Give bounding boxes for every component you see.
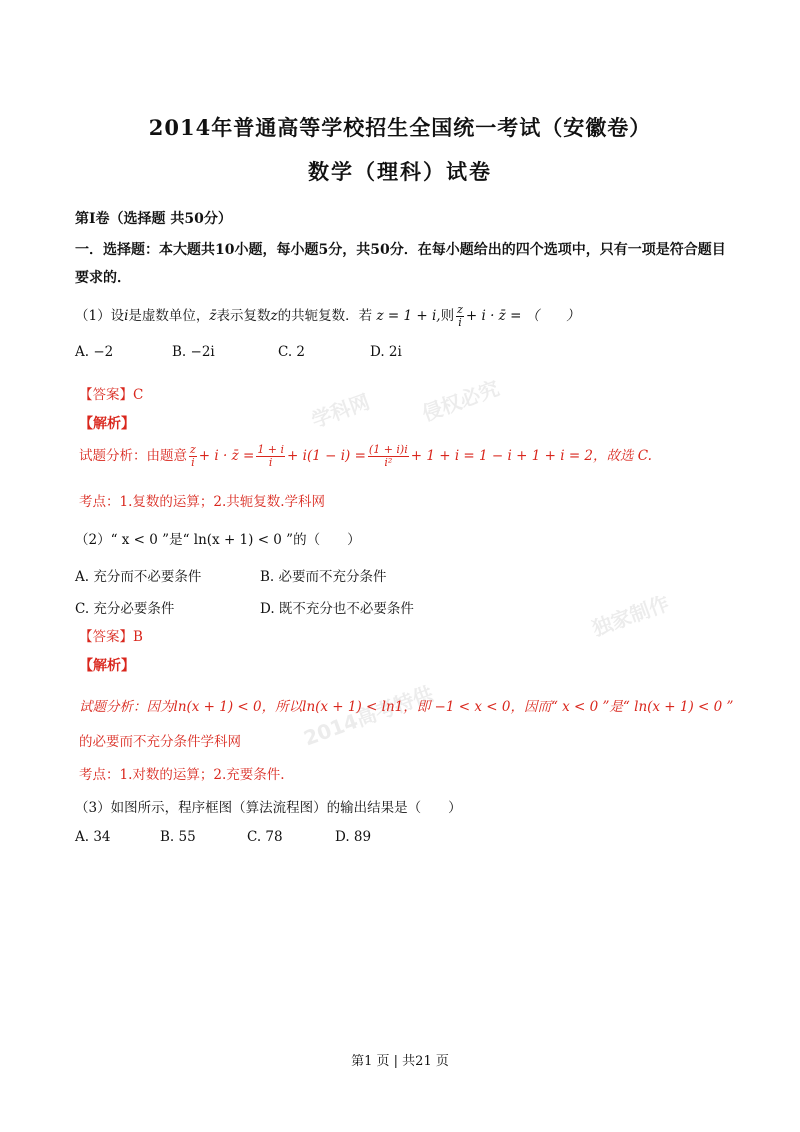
option-a: A. 34	[75, 829, 111, 845]
answer-label: 【答案】C	[79, 387, 144, 403]
question-1: （1）设i是虚数单位，z̄表示复数z的共轭复数．若 z = 1 + i,则 $\frac{z}{i}$ + i · z̄ = （ ）	[75, 303, 580, 329]
option-b: B. 必要而不充分条件	[260, 569, 387, 585]
page-title: 2014年普通高等学校招生全国统一考试（安徽卷）	[148, 115, 652, 140]
analysis-text: 试题分析：因为ln(x + 1) < 0，所以ln(x + 1) < ln1，即 −1 < x < 0，因而“ x < 0 ”是“ ln(x + 1) < 0 ”	[79, 699, 734, 715]
analysis-label: 【解析】	[79, 416, 135, 432]
option-a: A. −2	[75, 344, 114, 360]
page-subtitle: 数学（理科）试卷	[308, 159, 492, 184]
watermark: 独家制作	[588, 590, 673, 641]
analysis-label: 【解析】	[79, 658, 135, 674]
question-2: （2）“ x < 0 ”是“ ln(x + 1) < 0 ”的（ ）	[75, 532, 361, 548]
option-d: D. 89	[335, 829, 372, 845]
fraction: $\frac{z}{i}$	[457, 303, 463, 329]
section-instructions: 一．选择题：本大题共10小题，每小题5分，共50分．在每小题给出的四个选项中，只有一项是符合题目要求的．	[75, 242, 726, 286]
analysis-text: 试题分析：由题意 $\frac{z}{i}$ + i · z̄ = $\frac{1 + i}{i}$ + i(1 − i) = $\frac{(1 + i)i}{\text{i²}}$ + 1 + i = 1 − i + 1 + i = 2，故选 C.	[79, 443, 652, 469]
option-c: C. 充分必要条件	[75, 601, 175, 617]
watermark: 学科网	[308, 389, 373, 433]
option-b: B. −2i	[172, 344, 215, 360]
option-c: C. 2	[278, 344, 306, 360]
answer-label: 【答案】B	[79, 629, 143, 645]
watermark: 侵权必究	[418, 375, 503, 426]
analysis-text-cont: 的必要而不充分条件学科网	[79, 734, 241, 750]
option-a: A. 充分而不必要条件	[75, 569, 202, 585]
kaodian-text: 考点：1.复数的运算；2.共轭复数.学科网	[79, 494, 326, 510]
question-3: （3）如图所示，程序框图（算法流程图）的输出结果是（ ）	[75, 800, 462, 816]
option-d: D. 2i	[370, 344, 402, 360]
watermark: 2014高考特供	[300, 681, 437, 751]
option-b: B. 55	[160, 829, 196, 845]
option-d: D. 既不充分也不必要条件	[260, 601, 414, 617]
kaodian-text: 考点：1.对数的运算；2.充要条件.	[79, 767, 285, 783]
section-label: 第Ⅰ卷（选择题 共50分）	[75, 211, 232, 227]
page-footer: 第1 页 | 共21 页	[351, 1054, 449, 1069]
option-c: C. 78	[247, 829, 283, 845]
